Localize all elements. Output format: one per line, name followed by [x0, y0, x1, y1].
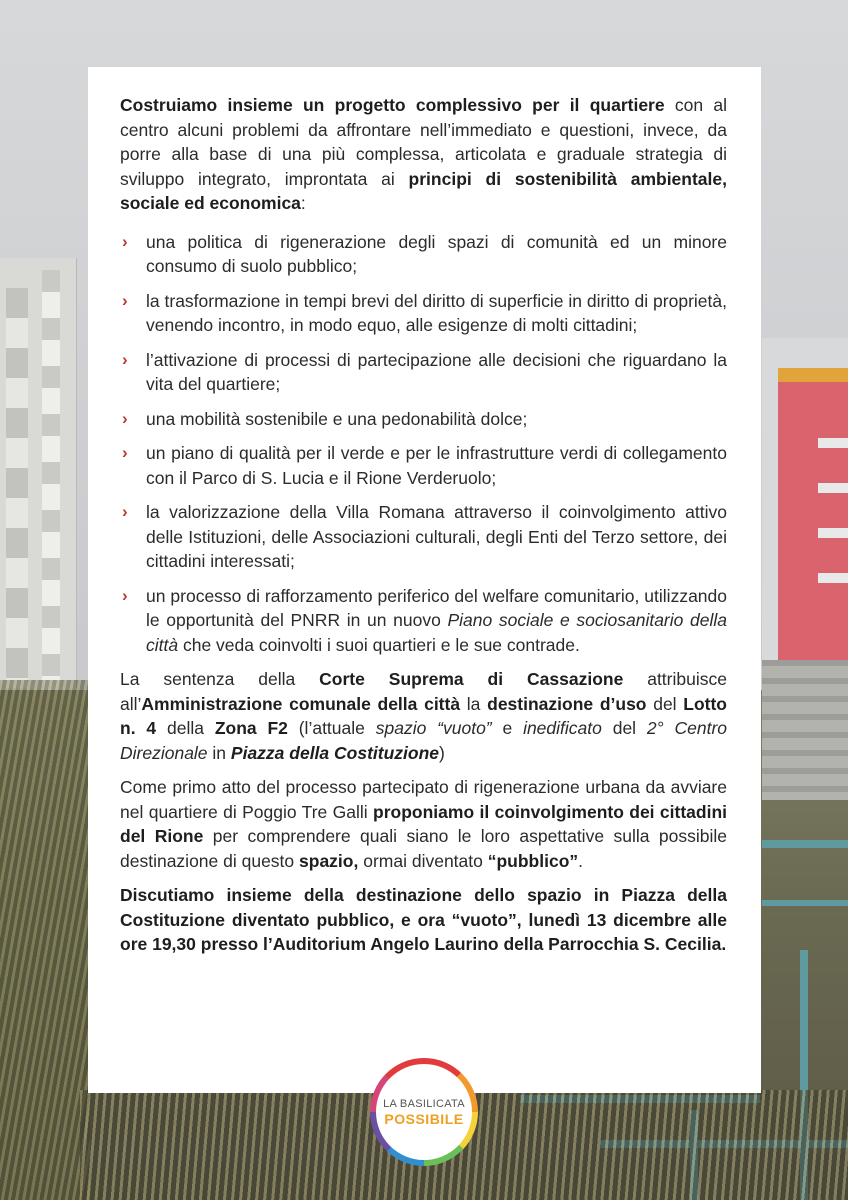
list-item: › l’attivazione di processi di partecipazione alle decisioni che riguardano la vita del quartiere;: [122, 349, 727, 394]
event-details: lunedì 13 dicembre alle ore 19,30 presso l’Auditorium Angelo Laurino della Parrocchia S. Cecilia.: [120, 909, 727, 954]
chevron-right-icon: ›: [122, 231, 128, 251]
steel-beam: [762, 840, 848, 848]
invitation-paragraph: [120, 883, 727, 957]
chevron-right-icon: ›: [122, 349, 128, 369]
intro-principles: principi di sostenibilità ambientale, sociale ed economica: [120, 168, 727, 213]
steel-beam: [762, 900, 848, 906]
flyer-text: [120, 93, 727, 957]
proposal-paragraph: Come primo atto del processo partecipato di rigenerazione urbana da avviare nel quartiere di Poggio Tre Galli proponiamo il coinvolgimento dei cittadini del Rione per comprendere quali siano le loro aspettative sulla possibile destinazione di questo spazio, ormai diventato “pubblico”.: [120, 777, 728, 871]
concrete-wall: [762, 660, 848, 800]
chevron-right-icon: ›: [122, 585, 128, 605]
chevron-right-icon: ›: [122, 443, 128, 462]
left-building: [0, 258, 77, 698]
list-item: › un processo di rafforzamento periferico del welfare comunitario, utilizzando le opportunità del PNRR in un nuovo Piano sociale e sociosanitario della città che veda coinvolti i suoi quartieri e le sue contrade.: [122, 585, 727, 655]
chevron-right-icon: ›: [122, 408, 128, 428]
intro-lead: Costruiamo insieme un progetto complessivo per il quartiere: [120, 95, 665, 115]
pink-building: [778, 368, 848, 668]
content-card: [88, 67, 761, 1093]
list-item: › una mobilità sostenibile e una pedonabilità dolce;: [120, 407, 727, 432]
invitation-text: Discutiamo insieme della destinazione dello spazio in Piazza della Costituzione diventato pubblico, e ora “vuoto”,: [120, 885, 727, 930]
list-item: › la valorizzazione della Villa Romana attraverso il coinvolgimento attivo delle Istituzioni, delle Associazioni culturali, degli Enti del Terzo settore, dei cittadini interessati;: [122, 502, 727, 571]
tall-grass: [0, 680, 90, 1200]
list-item: › un piano di qualità per il verde e per le infrastrutture verdi di collegamento con il Parco di S. Lucia e il Rione Verderuolo;: [122, 443, 727, 488]
chevron-right-icon: ›: [122, 502, 128, 521]
goals-list: [120, 230, 727, 658]
la-basilicata-possibile-logo: [370, 1058, 478, 1166]
court-sentence-paragraph: La sentenza della Corte Suprema di Cassazione attribuisce all’Amministrazione comunale della città la destinazione d’uso del Lotto n. 4 della Zona F2 (l’attuale spazio “vuoto” e inedificato del 2° Centro Direzionale in Piazza della Costituzione): [120, 669, 728, 763]
logo-bottom-text: POSSIBILE: [384, 1110, 464, 1127]
logo-top-text: LA BASILICATA: [383, 1097, 465, 1110]
list-item: › una politica di rigenerazione degli spazi di comunità ed un minore consumo di suolo pubblico;: [122, 231, 727, 276]
list-item: › la trasformazione in tempi brevi del diritto di superficie in diritto di proprietà, venendo incontro, in modo equo, alle esigenze di molti cittadini;: [122, 290, 727, 335]
chevron-right-icon: ›: [122, 290, 128, 310]
intro-paragraph: Costruiamo insieme un progetto complessivo per il quartiere con al centro alcuni problemi da affrontare nell’immediato e questioni, invece, da porre alla base di una più complessa, articolata e graduale strategia di sviluppo integrato, improntata ai principi di sostenibilità ambientale, sociale ed economica:: [120, 95, 727, 213]
